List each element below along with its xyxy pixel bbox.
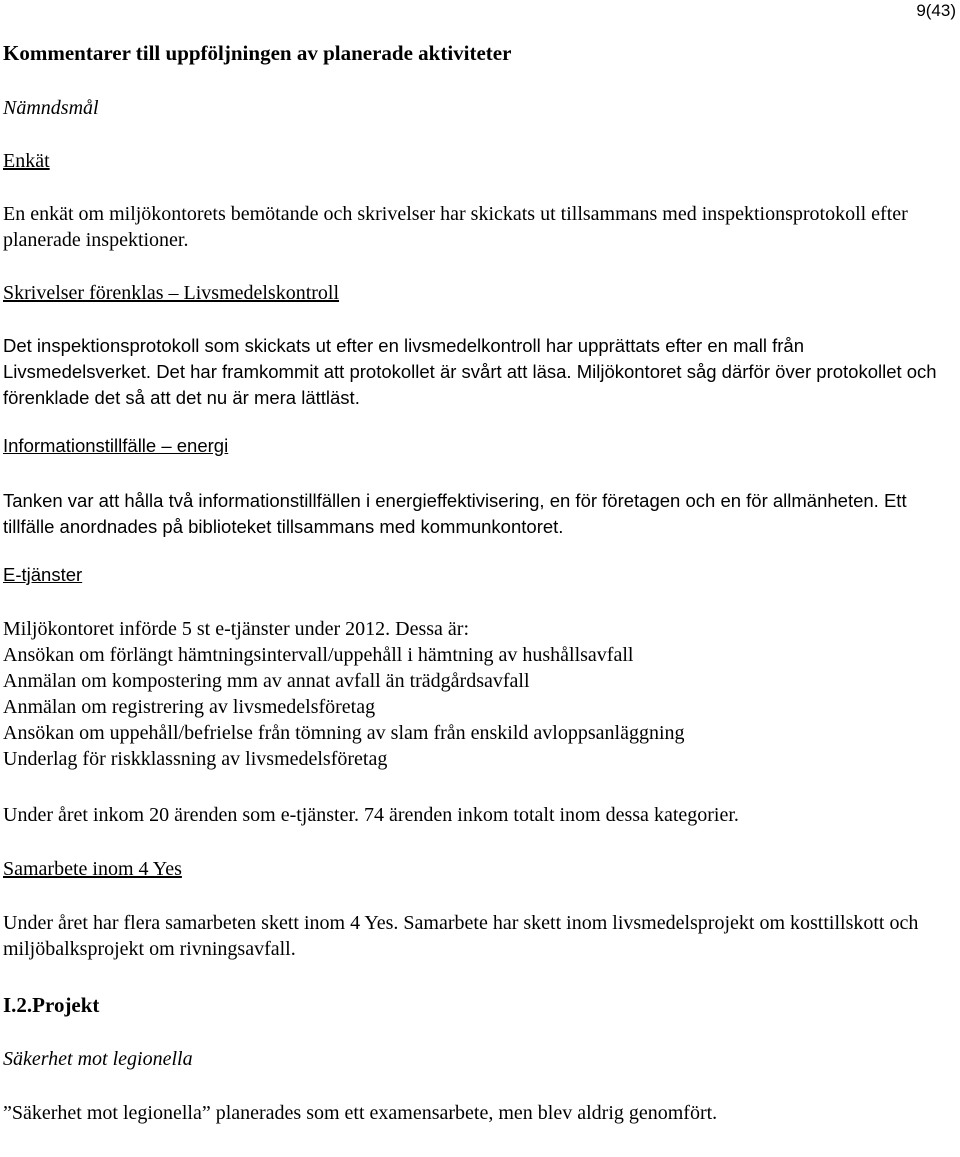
samarbete-paragraph: Under året har flera samarbeten skett inom 4 Yes. Samarbete har skett inom livsmedelsprojekt om kosttillskott och miljöbalksprojekt om rivningsavfall. <box>3 912 919 960</box>
info-paragraph: Tanken var att hålla två informationstillfällen i energieffektivisering, en för företagen och en för allmänheten. Ett tillfälle anordnades på biblioteket tillsammans med kommunkontoret. <box>3 490 907 537</box>
projekt-title: I.2.Projekt <box>3 993 100 1017</box>
list-item: Underlag för riskklassning av livsmedelsföretag <box>3 748 388 770</box>
etjanster-heading: E-tjänster <box>3 564 83 585</box>
document-body <box>3 40 955 1126</box>
etjanster-list <box>3 642 955 772</box>
section-subtitle: Nämndsmål <box>3 97 99 119</box>
list-item: Ansökan om förlängt hämtningsintervall/uppehåll i hämtning av hushållsavfall <box>3 644 634 666</box>
projekt-subtitle: Säkerhet mot legionella <box>3 1048 193 1070</box>
section-title: Kommentarer till uppföljningen av planerade aktiviteter <box>3 41 512 65</box>
etjanster-summary: Under året inkom 20 ärenden som e-tjänster. 74 ärenden inkom totalt inom dessa kategorier. <box>3 804 739 826</box>
list-item: Anmälan om registrering av livsmedelsföretag <box>3 696 376 718</box>
list-item: Anmälan om kompostering mm av annat avfall än trädgårdsavfall <box>3 670 530 692</box>
enkat-heading: Enkät <box>3 150 50 172</box>
page-number: 9(43) <box>916 1 956 20</box>
etjanster-intro: Miljökontoret införde 5 st e-tjänster under 2012. Dessa är: <box>3 618 469 640</box>
list-item: Ansökan om uppehåll/befrielse från tömning av slam från enskild avloppsanläggning <box>3 722 685 744</box>
enkat-paragraph: En enkät om miljökontorets bemötande och skrivelser har skickats ut tillsammans med inspektionsprotokoll efter planerade inspektioner. <box>3 203 908 251</box>
projekt-paragraph: ”Säkerhet mot legionella” planerades som ett examensarbete, men blev aldrig genomfört. <box>3 1102 718 1124</box>
info-heading: Informationstillfälle – energi <box>3 435 229 456</box>
samarbete-heading: Samarbete inom 4 Yes <box>3 858 182 880</box>
skrivelser-heading: Skrivelser förenklas – Livsmedelskontroll <box>3 282 340 304</box>
skrivelser-paragraph: Det inspektionsprotokoll som skickats ut efter en livsmedelkontroll har upprättats efter en mall från Livsmedelsverket. Det har framkommit att protokollet är svårt att läsa. Miljökontoret såg därför över protokollet och förenklade det så att det nu är mera lättläst. <box>3 335 937 408</box>
